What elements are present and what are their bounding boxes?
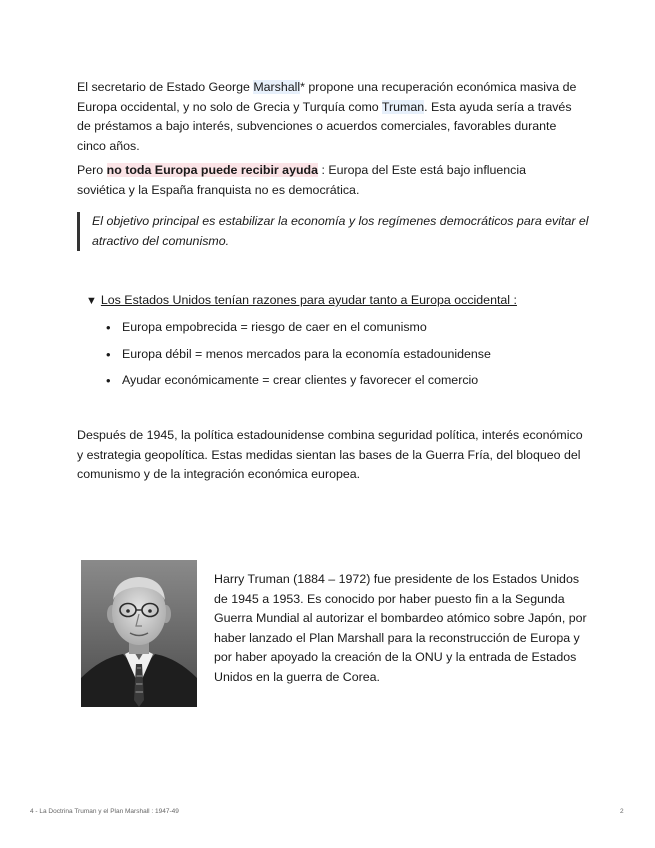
- exception-highlight: no toda Europa puede recibir ayuda: [106, 163, 318, 177]
- intro-text-middle: * propone una recuperación económica masiva de Europa occidental, y no solo de Grecia y Turquía como: [77, 80, 577, 114]
- list-item: • Europa empobrecida = riesgo de caer en el comunismo: [86, 318, 566, 337]
- list-item: • Europa débil = menos mercados para la economía estadounidense: [86, 345, 566, 364]
- truman-highlight: Truman: [381, 99, 425, 114]
- portrait-caption: Harry Truman (1884 – 1972) fue presidente de los Estados Unidos de 1945 a 1953. Es conocido por haber puesto fin a la Segunda Guerra Mundial al autorizar el bombardeo atómico sobre Japón, por haber lanzado el Plan Marshall para la reconstrucción de Europa y por haber apoyado la creación de la ONU y la entrada de Estados Unidos en la guerra de Corea.: [214, 572, 587, 684]
- toggle-label: Los Estados Unidos tenían razones para ayudar tanto a Europa occidental :: [100, 293, 517, 307]
- marshall-highlight: Marshall: [253, 80, 301, 94]
- page-number: 2: [620, 808, 624, 815]
- toggle-block: [86, 291, 566, 398]
- intro-text-start: El secretario de Estado George: [77, 80, 254, 94]
- footer-title: 4 - La Doctrina Truman y el Plan Marshall : 1947-49: [30, 808, 179, 815]
- conclusion-paragraph: Después de 1945, la política estadounidense combina seguridad política, interés económico y estrategia geopolítica. Estas medidas sientan las bases de la Guerra Fría, del bloqueo del comunismo y de la integración económica europea.: [77, 428, 583, 481]
- list-item: • Ayudar económicamente = crear clientes y favorecer el comercio: [86, 371, 566, 390]
- intro-paragraph: [77, 78, 577, 156]
- exception-paragraph: [77, 161, 577, 200]
- blockquote: El objetivo principal es estabilizar la economía y los regímenes democráticos para evitar el atractivo del comunismo.: [77, 212, 592, 251]
- exception-text-start: Pero: [77, 163, 107, 177]
- intro-text-end: . Esta ayuda sería a través de préstamos a bajo interés, subvenciones o acuerdos comerciales, favorables durante cinco años.: [77, 99, 572, 153]
- toggle-arrow-icon[interactable]: ▼: [86, 295, 97, 307]
- truman-portrait-image: [81, 560, 197, 707]
- exception-text-end: : Europa del Este está bajo influencia soviética y la España franquista no es democrática.: [77, 163, 527, 197]
- reasons-list: [86, 318, 566, 390]
- toggle-header[interactable]: [86, 291, 566, 311]
